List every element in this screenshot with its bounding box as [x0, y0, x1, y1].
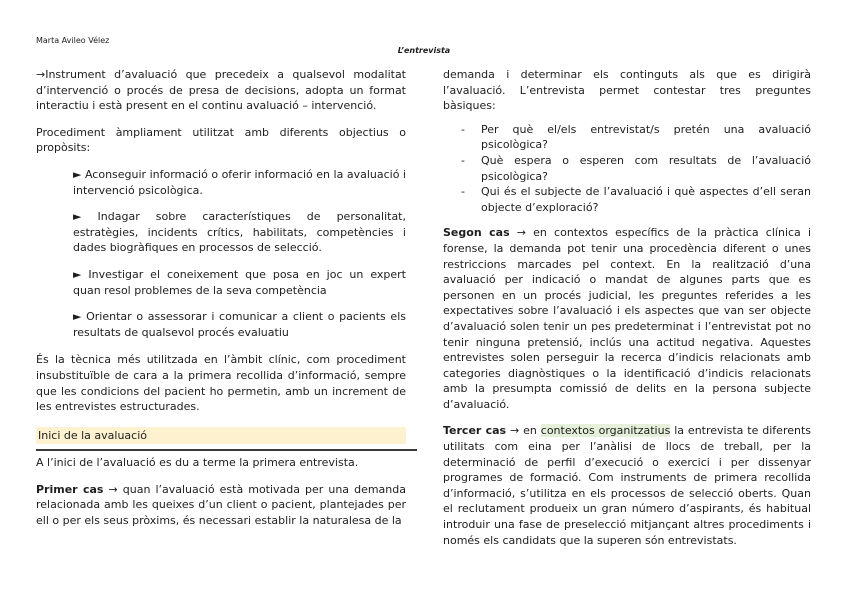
questions-list	[443, 122, 811, 216]
intro-paragraph: →Instrument d’avaluació que precedeix a qualsevol modalitat d’intervenció o procés de presa de decisions, adopta un format interactiu i està present en el continu avaluació – intervenció.	[36, 68, 406, 113]
section-divider	[36, 449, 417, 451]
section-heading: Inici de la avaluació	[36, 427, 406, 445]
first-case-text: → quan l’avaluació està motivada per una demanda relacionada amb les queixes d’un client o pacient, plantejades per ell o per els seus pròxims, és necessari establir la naturalesa de la	[36, 482, 406, 528]
second-case-text: → en contextos específics de la pràctica clínica i forense, la demanda pot tenir una procedència diferent o unes restriccions marcades pel context. En la realització d’una avaluació per indicació o mandat de algunes parts que es personen en un procés judicial, les preguntes referides a les expectatives sobre l’avaluació i els aspectes que van ser objecte d’avaluació solen tenir un pes predeterminat i l’entrevistat pot no tenir ninguna pretensió, inclús una actitud negativa. Aquestes entrevistes solen perseguir la recerca d’indicis relacionats amb categories diagnòstiques o la identificació d’indicis relacionats amb la presumpta comissió de delits en la persona subjecte d’avaluació.	[443, 226, 811, 411]
first-case-label: Primer cas	[36, 482, 104, 496]
procedure-paragraph: Procediment àmpliament utilitzat amb diferents objectius o propòsits:	[36, 125, 406, 155]
third-case-label: Tercer cas	[443, 424, 507, 438]
objective-bullet: ► Aconseguir informació o oferir informació en la avaluació i intervenció psicològica.	[73, 167, 406, 197]
highlighted-term: contextos organitzatius	[540, 424, 671, 438]
continuation-paragraph: demanda i determinar els continguts als que es dirigirà l’avaluació. L’entrevista permet contestar tres preguntes bàsiques:	[443, 68, 811, 113]
first-case-paragraph	[36, 482, 406, 529]
left-column	[36, 67, 406, 529]
third-case-paragraph	[443, 423, 811, 548]
third-case-prefix: → en	[506, 424, 541, 438]
section-intro: A l’inici de l’avaluació es du a terme la primera entrevista.	[36, 456, 359, 470]
objective-bullet: ► Indagar sobre característiques de personalitat, estratègies, incidents crítics, habilitats, competències i dades biogràfiques en processos de selecció.	[73, 210, 406, 255]
question-item: - Què espera o esperen com resultats de l’avaluació psicològica?	[443, 153, 811, 184]
question-item: - Qui és el subjecte de l’avaluació i què aspectes d’ell seran objecte d’exploració?	[443, 184, 811, 215]
objective-bullet: ► Orientar o assessorar i comunicar a client o pacients els resultats de qualsevol procés evaluatiu	[73, 310, 406, 339]
right-column	[443, 67, 811, 548]
second-case-paragraph	[443, 225, 811, 412]
technique-paragraph: És la tècnica més utilitzada en l’àmbit clínic, com procediment insubstituïble de cara a la primera recollida d’informació, sempre que les condicions del pacient ho permetin, amb un increment de les entrevistes estructurades.	[36, 353, 406, 414]
objective-bullet: ► Investigar el coneixement que posa en joc un expert quan resol problemes de la seva competència	[73, 267, 406, 297]
author-name: Marta Avileo Vélez	[36, 36, 110, 45]
question-item: - Per què el/els entrevistat/s pretén una avaluació psicològica?	[443, 122, 811, 153]
document-title: L’entrevista	[397, 46, 451, 55]
second-case-label: Segon cas	[443, 226, 510, 240]
third-case-text: la entrevista te diferents utilitats com eina per l’anàlisi de llocs de treball, per la determinació de perfil d’execució o exercici i per dissenyar programes de formació. Com instruments de primera recollida d’informació, s’utilitza en els processos de selecció oberts. Quan el reclutament produeix un gran número d’aspirants, és habitual introduir una fase de preselecció mitjançant altres procediments i només els candidats que la superen són entrevistats.	[443, 424, 812, 547]
